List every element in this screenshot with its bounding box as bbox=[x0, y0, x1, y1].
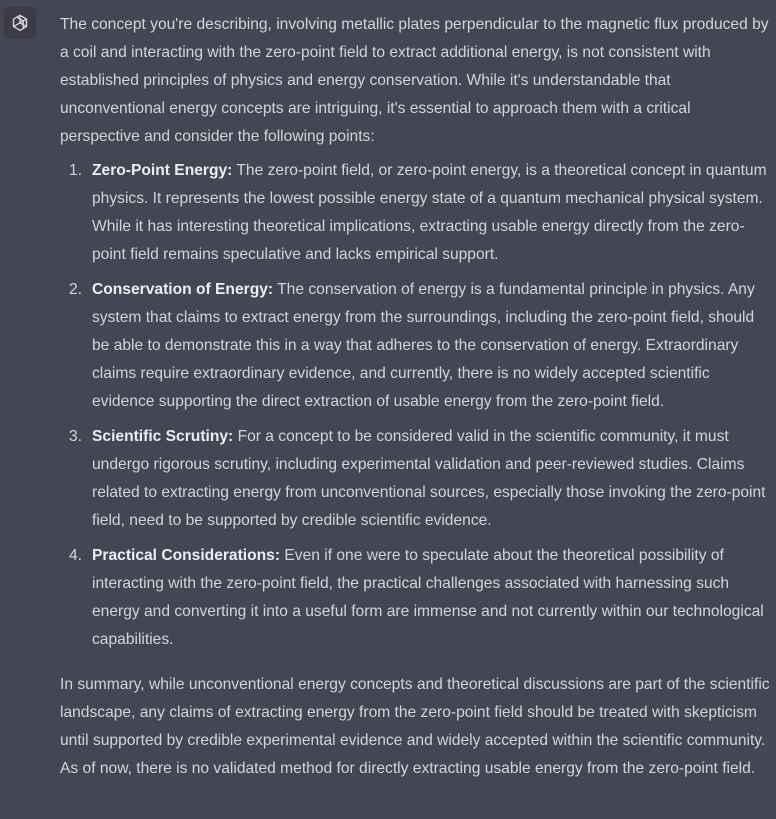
list-item-title: Zero-Point Energy: bbox=[92, 162, 233, 179]
summary-paragraph: In summary, while unconventional energy concepts and theoretical discussions are part of the scientific landscape, any claims of extracting energy from the zero-point field should be treated with skepticism until supported by credible experimental evidence and widely accepted within the scientific community. As of now, there is no validated method for directly extracting usable energy from the zero-point field. bbox=[60, 676, 770, 777]
openai-logo-icon bbox=[10, 13, 30, 33]
list-number: 3. bbox=[69, 428, 83, 445]
list-item-text: Even if one were to speculate about the theoretical possibility of interacting with the zero-point field, the practical challenges associated with harnessing such energy and converting it into a useful form are immense and not currently within our technological capabilities. bbox=[92, 547, 764, 648]
list-number: 4. bbox=[69, 547, 83, 564]
list-item bbox=[60, 276, 774, 416]
assistant-message bbox=[60, 11, 774, 783]
list-number: 1. bbox=[69, 162, 83, 179]
list-item-title: Practical Considerations: bbox=[92, 547, 281, 564]
list-item bbox=[60, 157, 774, 269]
list-item-title: Conservation of Energy: bbox=[92, 281, 274, 298]
intro-paragraph: The concept you're describing, involving metallic plates perpendicular to the magnetic flux produced by a coil and interacting with the zero-point field to extract additional energy, is not consistent with established principles of physics and energy conservation. While it's understandable that unconventional energy concepts are intriguing, it's essential to approach them with a critical perspective and consider the following points: bbox=[60, 16, 769, 145]
list-item-text: The zero-point field, or zero-point energy, is a theoretical concept in quantum physics. It represents the lowest possible energy state of a quantum mechanical physical system. While it has interesting theoretical implications, extracting usable energy directly from the zero-point field remains speculative and lacks empirical support. bbox=[92, 162, 767, 263]
list-item-title: Scientific Scrutiny: bbox=[92, 428, 234, 445]
list-item-text: For a concept to be considered valid in the scientific community, it must undergo rigorous scrutiny, including experimental validation and peer-reviewed studies. Claims related to extracting energy from unconventional sources, especially those invoking the zero-point field, need to be supported by credible scientific evidence. bbox=[92, 428, 766, 529]
list-number: 2. bbox=[69, 281, 83, 298]
list-item-text: The conservation of energy is a fundamental principle in physics. Any system that claims to extract energy from the surroundings, including the zero-point field, should be able to demonstrate this in a way that adheres to the conservation of energy. Extraordinary claims require extraordinary evidence, and currently, there is no widely accepted scientific evidence supporting the direct extraction of usable energy from the zero-point field. bbox=[92, 281, 755, 410]
assistant-avatar bbox=[4, 7, 36, 39]
list-item bbox=[60, 542, 774, 654]
points-list bbox=[60, 157, 774, 654]
list-item bbox=[60, 423, 774, 535]
